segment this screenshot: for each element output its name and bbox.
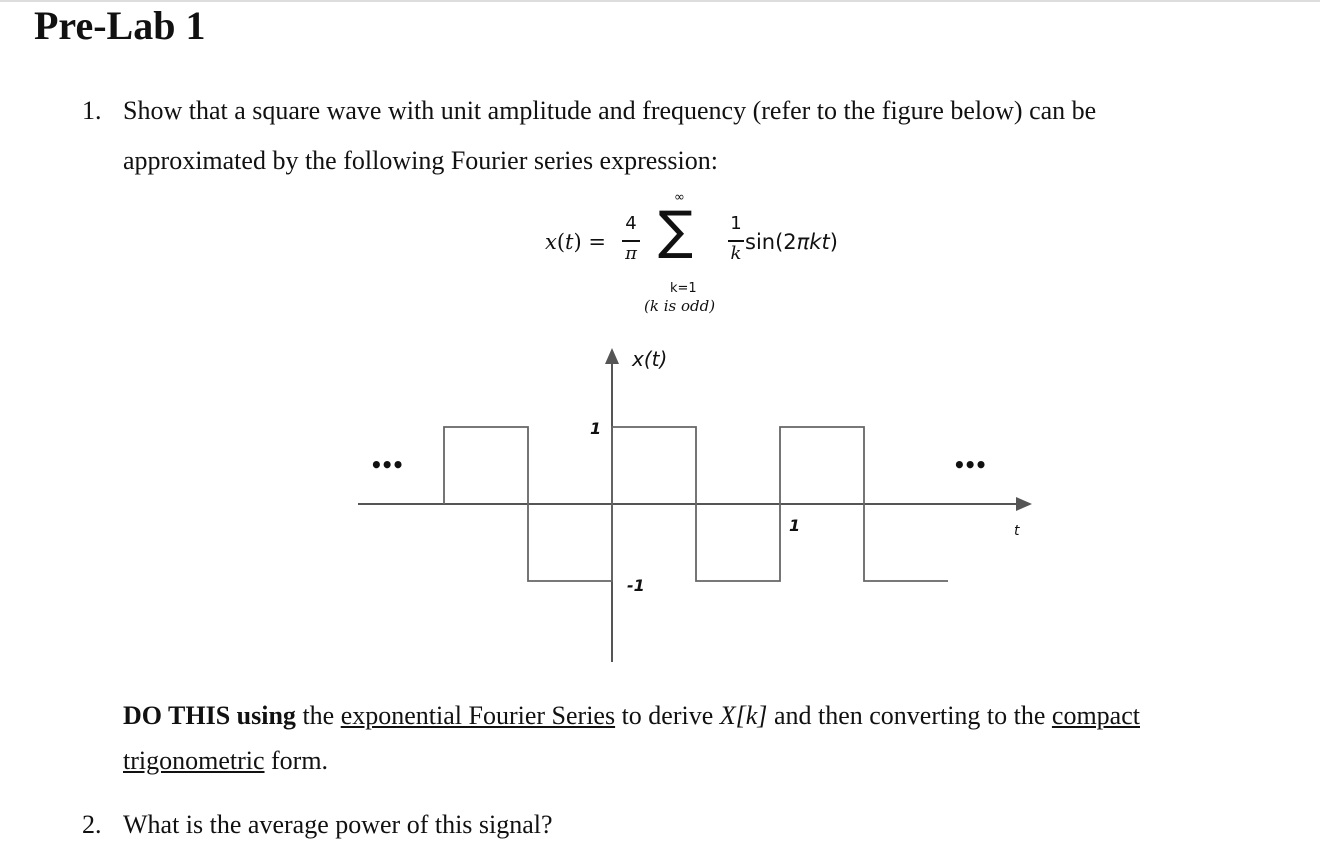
q2-text: What is the average power of this signal?: [123, 810, 553, 839]
page-title: Pre-Lab 1: [34, 3, 206, 48]
formula-lhs: x(t) =: [545, 230, 606, 254]
period-tick-label: 1: [789, 516, 801, 535]
link-compact: compact: [1051, 701, 1140, 730]
formula-term-denominator: k: [730, 243, 742, 264]
instruction-line1: DO THIS using the exponential Fourier Series to derive X[k] and then converting to the compact: [123, 701, 1140, 730]
q1-number: 1.: [82, 96, 102, 125]
formula-coef-denominator: π: [625, 243, 637, 264]
square-wave-figure: [0, 330, 1320, 670]
formula-coef-numerator: 4: [625, 213, 637, 234]
formula-term-numerator: 1: [730, 213, 742, 234]
formula-coef-fraction-bar: [622, 240, 640, 242]
y-axis-label: x(t): [632, 347, 668, 371]
link-exponential-fourier-series: exponential Fourier Series: [340, 701, 616, 730]
q2-number: 2.: [82, 810, 102, 839]
formula-term-fraction-bar: [728, 240, 744, 242]
link-trigonometric: trigonometric: [123, 746, 265, 775]
instruction-bold: DO THIS using: [123, 701, 296, 730]
amplitude-negative-label: -1: [627, 576, 645, 595]
amplitude-axis-arrow-icon: [605, 348, 619, 364]
math-Xk: X[k]: [719, 701, 768, 730]
ellipsis-right: •••: [953, 453, 986, 477]
amplitude-positive-label: 1: [590, 419, 602, 438]
formula-term-function: sin(2πkt): [745, 230, 838, 254]
x-axis-label: t: [1014, 523, 1020, 539]
q1-text-line2: approximated by the following Fourier series expression:: [123, 146, 718, 175]
formula-sum-condition: (k is odd): [644, 297, 716, 315]
ellipsis-left: •••: [370, 453, 403, 477]
formula-sum-symbol: ∑: [658, 201, 694, 261]
time-axis-arrow-icon: [1016, 497, 1032, 511]
q1-text-line1: Show that a square wave with unit amplitude and frequency (refer to the figure below) can be: [123, 96, 1097, 125]
formula-sum-upper: ∞: [674, 190, 685, 205]
formula-sum-lower: k=1: [670, 281, 697, 296]
instruction-line2: trigonometric form.: [123, 746, 329, 775]
